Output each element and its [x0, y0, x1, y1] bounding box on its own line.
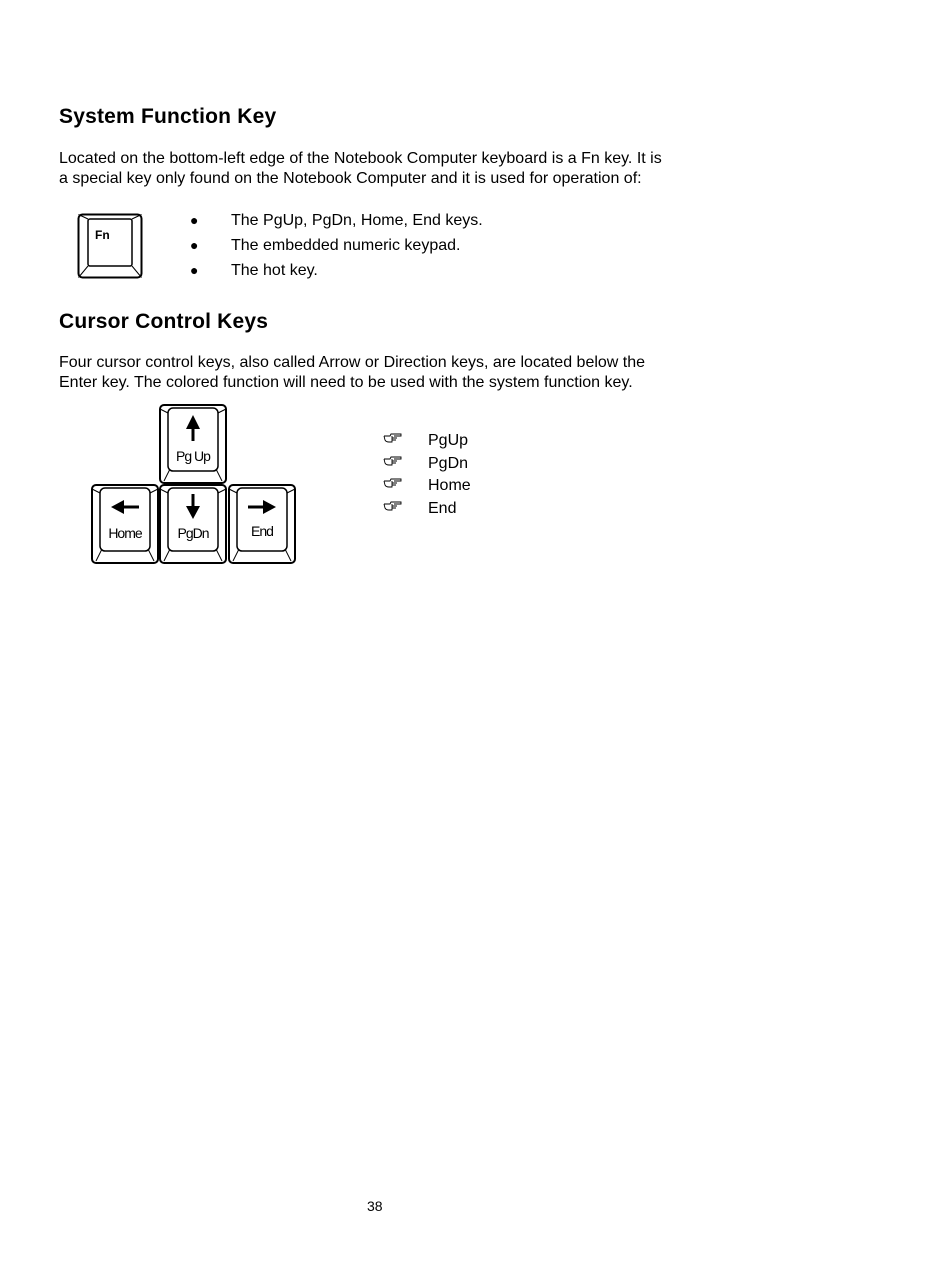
- list-item-text: Home: [428, 477, 471, 495]
- cursor-keys-list: [428, 430, 471, 520]
- pointing-hand-icon: [383, 477, 403, 489]
- list-item-text: The embedded numeric keypad.: [231, 237, 461, 254]
- paragraph-line: Enter key. The colored function will need to be used with the system function key.: [59, 373, 633, 391]
- home-key: [92, 485, 158, 563]
- paragraph-line: Four cursor control keys, also called Arrow or Direction keys, are located below the: [59, 354, 646, 371]
- fn-key-illustration: [77, 213, 143, 279]
- list-item-text: End: [428, 499, 457, 517]
- list-item-text: PgUp: [428, 432, 469, 449]
- pointing-hand-icon: [383, 432, 403, 444]
- bullet-dot-icon: ●: [190, 212, 199, 228]
- system-function-key-paragraph: [59, 149, 719, 188]
- paragraph-line: a special key only found on the Notebook Computer and it is used for operation of:: [59, 169, 642, 187]
- list-item: [428, 475, 471, 498]
- pointing-hand-icon: [383, 455, 403, 467]
- pgup-key-label: Pg Up: [176, 448, 210, 464]
- list-item-text: The hot key.: [231, 262, 318, 279]
- system-function-key-heading: System Function Key: [59, 105, 277, 128]
- list-item: [190, 258, 483, 283]
- bullet-dot-icon: ●: [190, 237, 199, 253]
- list-item-text: The PgUp, PgDn, Home, End keys.: [231, 212, 483, 229]
- pgdn-key-label: PgDn: [177, 525, 209, 541]
- list-item: [190, 208, 483, 233]
- bullet-dot-icon: ●: [190, 262, 199, 278]
- list-item-text: PgDn: [428, 454, 469, 472]
- page-number: 38: [367, 1198, 383, 1214]
- arrow-keys-illustration: [90, 403, 298, 566]
- cursor-control-keys-paragraph: [59, 353, 719, 392]
- pointing-hand-icon: [383, 500, 403, 512]
- list-item: [428, 498, 471, 521]
- paragraph-line: Located on the bottom-left edge of the Notebook Computer keyboard is a Fn key. It is: [59, 150, 662, 167]
- home-key-label: Home: [108, 525, 142, 541]
- cursor-control-keys-heading: Cursor Control Keys: [59, 310, 269, 333]
- list-item: [190, 233, 483, 258]
- end-key-label: End: [251, 523, 273, 539]
- fn-operations-list: [190, 208, 483, 283]
- pgup-key: [160, 405, 226, 483]
- list-item: [428, 430, 471, 453]
- pgdn-key: [160, 485, 226, 563]
- fn-key-label: Fn: [95, 228, 110, 242]
- list-item: [428, 453, 471, 476]
- end-key: [229, 485, 295, 563]
